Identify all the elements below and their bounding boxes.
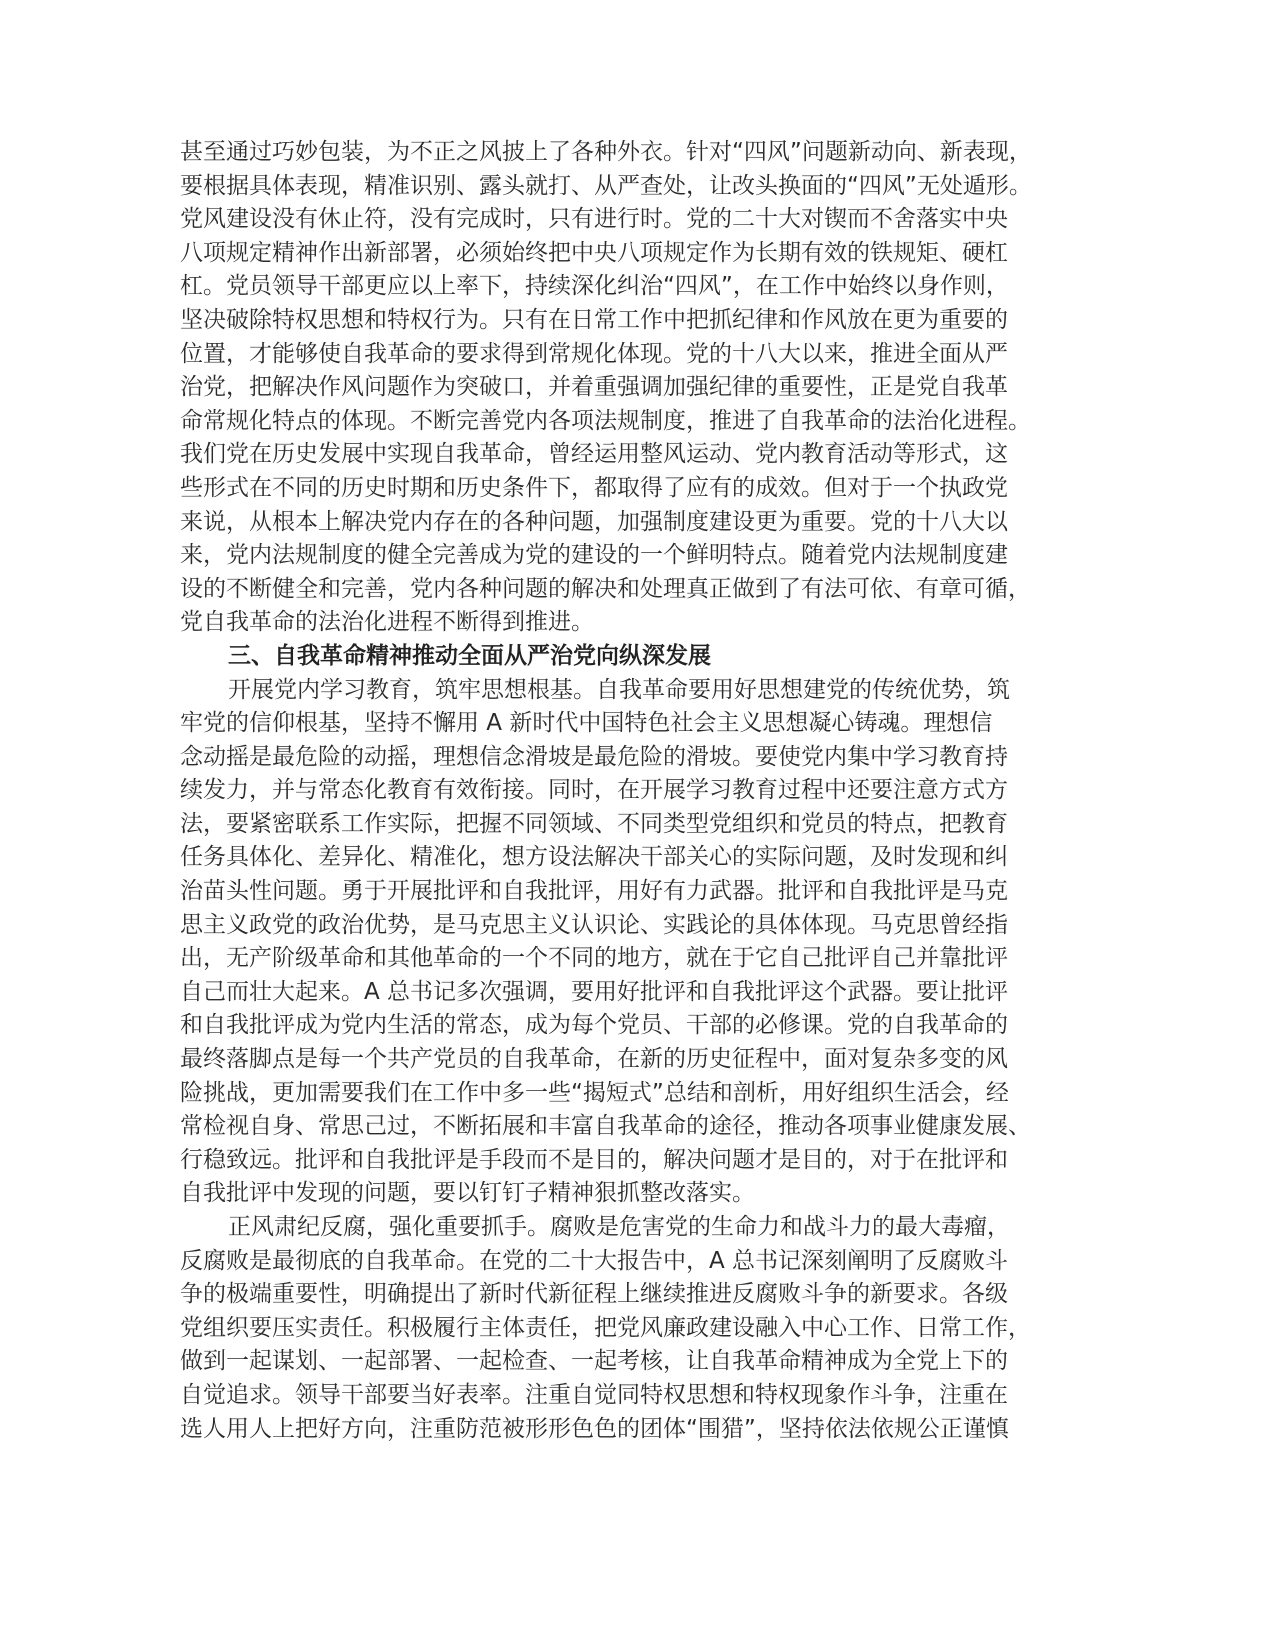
text-line: 命常规化特点的体现。不断完善党内各项法规制度，推进了自我革命的法治化进程。 [180,407,1031,434]
text-line: 自我批评中发现的问题，要以钉钉子精神狠抓整改落实。 [180,1180,755,1207]
text-line: 我们党在历史发展中实现自我革命，曾经运用整风运动、党内教育活动等形式，这 [180,441,1008,468]
text-line: 甚至通过巧妙包装，为不正之风披上了各种外衣。针对“四风”问题新动向、新表现， [180,139,1032,165]
text-line: 来说，从根本上解决党内存在的各种问题，加强制度建设更为重要。党的十八大以 [180,508,1008,535]
text-line: 法，要紧密联系工作实际，把握不同领域、不同类型党组织和党员的特点，把教育 [180,810,1008,837]
text-line: 做到一起谋划、一起部署、一起检查、一起考核，让自我革命精神成为全党上下的 [180,1348,1008,1375]
text-line: 自己而壮大起来。A 总书记多次强调，要用好批评和自我批评这个武器。要让批评 [180,978,1009,1005]
text-line: 反腐败是最彻底的自我革命。在党的二十大报告中，A 总书记深刻阐明了反腐败斗 [180,1247,1009,1274]
text-line: 任务具体化、差异化、精准化，想方设法解决干部关心的实际问题，及时发现和纠 [180,844,1008,871]
text-line: 念动摇是最危险的动摇，理想信念滑坡是最危险的滑坡。要使党内集中学习教育持 [180,743,1008,770]
text-line: 续发力，并与常态化教育有效衔接。同时，在开展学习教育过程中还要注意方式方 [180,777,1008,804]
text-line: 位置，才能够使自我革命的要求得到常规化体现。党的十八大以来，推进全面从严 [180,340,1008,367]
document-page [180,136,1060,1446]
text-line: 险挑战，更加需要我们在工作中多一些“揭短式”总结和剖析，用好组织生活会，经 [180,1079,1009,1106]
paragraph-first-line: 正风肃纪反腐，强化重要抓手。腐败是危害党的生命力和战斗力的最大毒瘤， [228,1214,1010,1240]
section-heading: 三、自我革命精神推动全面从严治党向纵深发展 [228,642,711,669]
text-line: 党自我革命的法治化进程不断得到推进。 [180,609,594,636]
text-line: 党组织要压实责任。积极履行主体责任，把党风廉政建设融入中心工作、日常工作， [180,1314,1031,1341]
text-line: 常检视自身、常思己过，不断拓展和丰富自我革命的途径，推动各项事业健康发展、 [180,1113,1031,1140]
text-line: 党风建设没有休止符，没有完成时，只有进行时。党的二十大对锲而不舍落实中央 [180,206,1008,233]
paragraph-first-line: 开展党内学习教育，筑牢思想根基。自我革命要用好思想建党的传统优势，筑 [228,676,1010,703]
text-line: 争的极端重要性，明确提出了新时代新征程上继续推进反腐败斗争的新要求。各级 [180,1281,1008,1308]
text-line: 和自我批评成为党内生活的常态，成为每个党员、干部的必修课。党的自我革命的 [180,1012,1008,1039]
text-line: 治苗头性问题。勇于开展批评和自我批评，用好有力武器。批评和自我批评是马克 [180,878,1008,905]
text-line: 坚决破除特权思想和特权行为。只有在日常工作中把抓纪律和作风放在更为重要的 [180,306,1008,333]
text-line: 来，党内法规制度的健全完善成为党的建设的一个鲜明特点。随着党内法规制度建 [180,542,1008,569]
text-line: 八项规定精神作出新部署，必须始终把中央八项规定作为长期有效的铁规矩、硬杠 [180,239,1008,266]
text-line: 杠。党员领导干部更应以上率下，持续深化纠治“四风”，在工作中始终以身作则， [180,273,1009,300]
text-line: 牢党的信仰根基，坚持不懈用 A 新时代中国特色社会主义思想凝心铸魂。理想信 [180,710,993,737]
text-line: 自觉追求。领导干部要当好表率。注重自觉同特权思想和特权现象作斗争，注重在 [180,1381,1008,1408]
text-line: 选人用人上把好方向，注重防范被形形色色的团体“围猎”，坚持依法依规公正谨慎 [180,1415,1009,1442]
text-line: 最终落脚点是每一个共产党员的自我革命，在新的历史征程中，面对复杂多变的风 [180,1046,1008,1073]
text-line: 思主义政党的政治优势，是马克思主义认识论、实践论的具体体现。马克思曾经指 [180,911,1008,938]
text-line: 行稳致远。批评和自我批评是手段而不是目的，解决问题才是目的，对于在批评和 [180,1146,1008,1173]
text-line: 要根据具体表现，精准识别、露头就打、从严查处，让改头换面的“四风”无处遁形。 [180,172,1032,199]
text-line: 治党，把解决作风问题作为突破口，并着重强调加强纪律的重要性，正是党自我革 [180,374,1008,401]
text-line: 出，无产阶级革命和其他革命的一个不同的地方，就在于它自己批评自己并靠批评 [180,945,1008,972]
text-line: 些形式在不同的历史时期和历史条件下，都取得了应有的成效。但对于一个执政党 [180,474,1008,501]
text-line: 设的不断健全和完善，党内各种问题的解决和处理真正做到了有法可依、有章可循， [180,575,1031,602]
